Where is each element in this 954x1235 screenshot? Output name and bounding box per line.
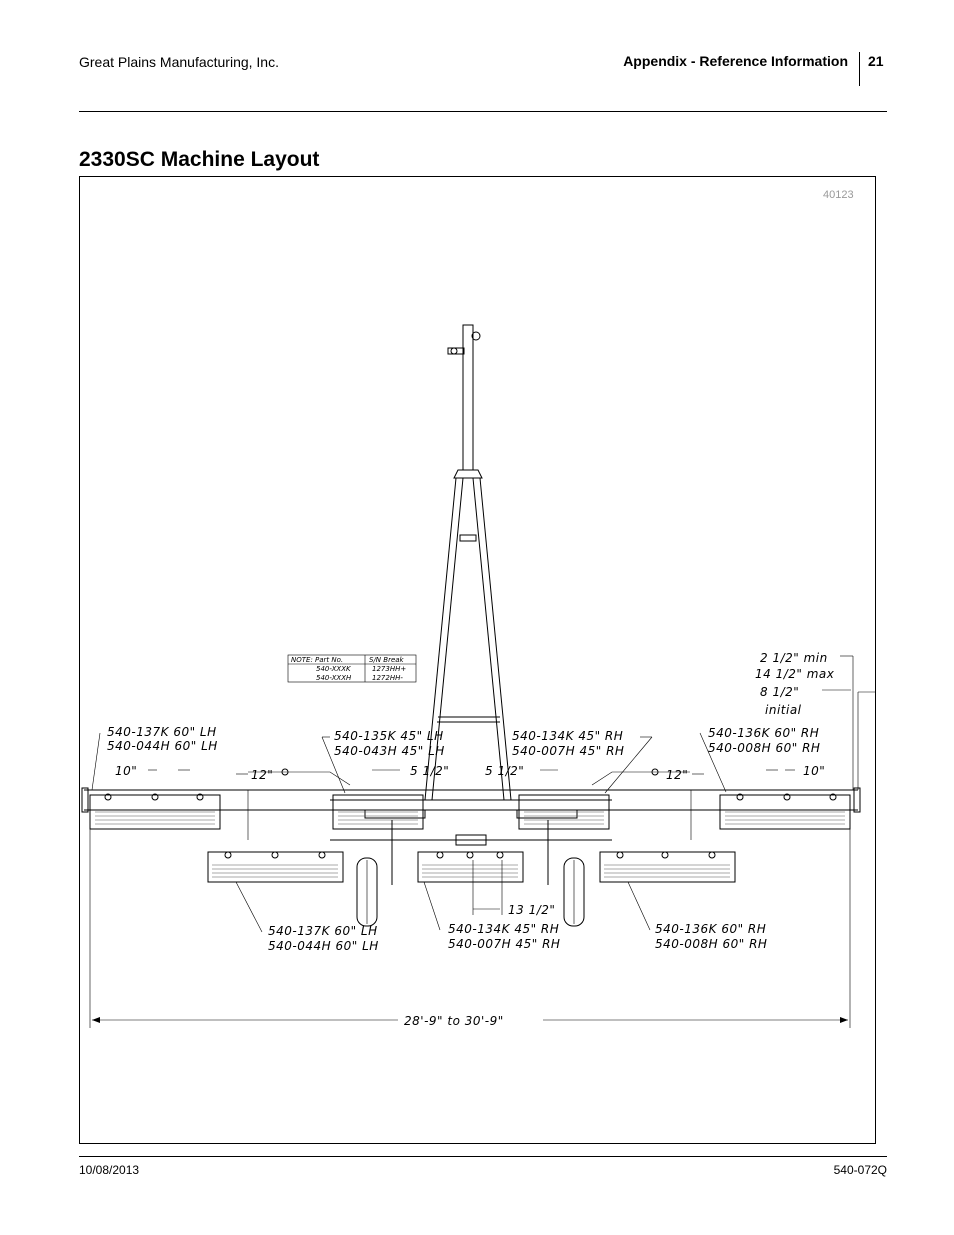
label-bottom-left-1: 540-137K 60" LH — [268, 924, 378, 938]
header-section: Appendix - Reference Information — [623, 53, 848, 69]
footer-rule — [79, 1156, 887, 1157]
label-bottom-right-1: 540-136K 60" RH — [655, 922, 767, 936]
dim-overall: 28'-9" to 30'-9" — [404, 1014, 504, 1028]
center-13-dim-lines — [473, 860, 502, 915]
dim-center-right: 5 1/2" — [485, 764, 525, 778]
dim-right-10: 10" — [803, 764, 826, 778]
label-bottom-left-2: 540-044H 60" LH — [268, 939, 379, 953]
note-row1-part: 540-XXXK — [316, 665, 351, 673]
note-row2-part: 540-XXXH — [316, 674, 352, 682]
dim-initial-word: initial — [765, 703, 802, 717]
note-row2-break: 1272HH- — [372, 674, 403, 682]
footer-doc-number: 540-072Q — [833, 1163, 887, 1177]
dim-min: 2 1/2" min — [760, 651, 828, 665]
page-title: 2330SC Machine Layout — [79, 148, 320, 171]
label-top-left-1: 540-137K 60" LH — [107, 725, 217, 739]
dim-center-13: 13 1/2" — [508, 903, 556, 917]
page-number: 21 — [868, 53, 884, 69]
label-top-center-right-2: 540-007H 45" RH — [512, 744, 625, 758]
note-col2-header: S/N Break — [369, 656, 404, 664]
spacing-dim-lines — [148, 770, 795, 774]
note-row1-break: 1273HH+ — [372, 665, 407, 673]
dim-max: 14 1/2" max — [755, 667, 835, 681]
header-company: Great Plains Manufacturing, Inc. — [79, 54, 279, 70]
dim-initial-value: 8 1/2" — [760, 685, 800, 699]
dim-right-12: 12" — [666, 768, 689, 782]
label-top-left-2: 540-044H 60" LH — [107, 739, 218, 753]
hydraulic-lines — [248, 769, 690, 785]
dim-left-10: 10" — [115, 764, 138, 778]
dim-center-left: 5 1/2" — [410, 764, 450, 778]
label-top-right-1: 540-136K 60" RH — [708, 726, 820, 740]
label-top-center-left-1: 540-135K 45" LH — [334, 729, 444, 743]
footer-date: 10/08/2013 — [79, 1163, 140, 1177]
overall-dim-lines — [90, 812, 850, 1028]
label-top-center-left-2: 540-043H 45" LH — [334, 744, 445, 758]
label-top-right-2: 540-008H 60" RH — [708, 741, 821, 755]
label-bottom-right-2: 540-008H 60" RH — [655, 937, 768, 951]
front-row-sections — [90, 794, 850, 829]
label-bottom-center-2: 540-007H 45" RH — [448, 937, 561, 951]
dim-left-12: 12" — [251, 768, 274, 782]
figure-id: 40123 — [823, 189, 854, 201]
label-bottom-center-1: 540-134K 45" RH — [448, 922, 560, 936]
label-top-center-right-1: 540-134K 45" RH — [512, 729, 624, 743]
note-col1-header: NOTE: Part No. — [291, 656, 344, 664]
rear-row-sections — [208, 852, 735, 882]
